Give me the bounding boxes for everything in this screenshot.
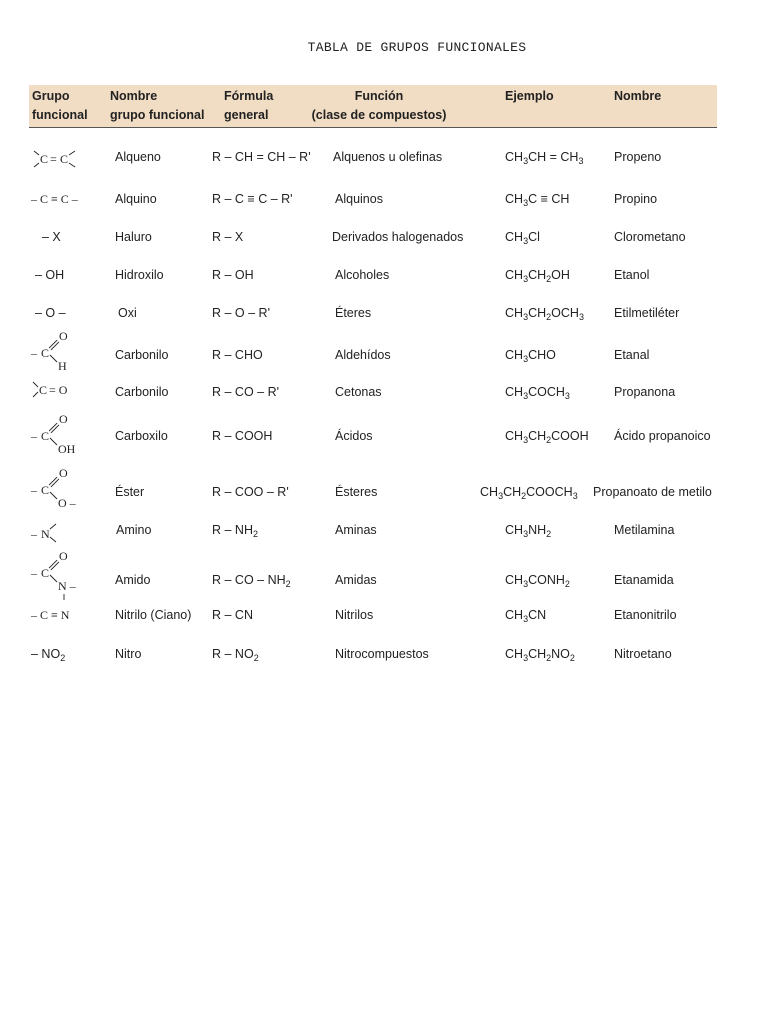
group-name: Éster	[115, 485, 145, 499]
atom-hydrogen: H	[58, 359, 67, 373]
example-name: Etilmetiléter	[614, 306, 680, 320]
example-formula: $CH_3CH_2COOH$	[505, 429, 589, 445]
functional-group: – C ≡ C –	[31, 192, 78, 206]
table-row	[0, 466, 768, 510]
general-formula: R – X	[212, 230, 244, 244]
header-nombre: Nombre	[614, 89, 662, 103]
example-formula: $CH_3COCH_3$	[505, 385, 570, 401]
functional-group: – C ≡ N	[31, 608, 70, 622]
example-formula: $CH_3CH = CH_3$	[505, 150, 584, 166]
general-formula: R – CH = CH – R'	[212, 150, 311, 164]
hydroxyl-label: OH	[58, 442, 76, 456]
bond-dash: –	[31, 566, 37, 580]
table-row	[0, 412, 768, 456]
table-row	[0, 142, 768, 172]
general-formula: R – OH	[212, 268, 254, 282]
group-name: Alquino	[115, 192, 157, 206]
example-name: Clorometano	[614, 230, 686, 244]
compound-class: Alquenos u olefinas	[333, 150, 443, 164]
example-name: Propanona	[614, 385, 676, 399]
page-title: TABLA DE GRUPOS FUNCIONALES	[307, 40, 527, 55]
example-formula: $CH_3CN$	[505, 608, 547, 624]
example-formula: $CH_3C$ ≡ CH	[505, 192, 570, 208]
atom-carbon: C	[41, 346, 50, 360]
header-nombre-grupo: Nombre grupo funcional	[110, 89, 205, 122]
example-name: Nitroetano	[614, 647, 672, 661]
compound-class: Alcoholes	[335, 268, 390, 282]
header-funcion: Función (clase de compuestos)	[311, 89, 447, 122]
example-name: Etanonitrilo	[614, 608, 677, 622]
example-formula: $CH_3CH_2NO_2$	[505, 647, 575, 663]
amide-nitrogen: N –	[58, 579, 76, 593]
atom-carbon: C	[40, 152, 49, 166]
example-name: Propanoato de metilo	[593, 485, 712, 499]
compound-class: Nitrilos	[335, 608, 374, 622]
group-name: Haluro	[115, 230, 152, 244]
atom-carbon: C	[41, 483, 50, 497]
functional-group: – O –	[35, 306, 66, 320]
table-row	[0, 222, 768, 252]
table-row	[0, 549, 768, 595]
atom-oxygen: O	[59, 549, 68, 563]
group-name: Amido	[115, 573, 151, 587]
compound-class: Derivados halogenados	[332, 230, 464, 244]
table-row	[0, 515, 768, 545]
compound-class: Alquinos	[335, 192, 383, 206]
example-formula: $CH_3CH_2OCH_3$	[505, 306, 584, 322]
compound-class: Nitrocompuestos	[335, 647, 429, 661]
atom-nitrogen: N	[41, 527, 50, 541]
header-grupo: Grupo funcional	[32, 89, 88, 122]
compound-class: Éteres	[335, 306, 372, 320]
group-name: Hidroxilo	[115, 268, 164, 282]
general-formula: R – CN	[212, 608, 253, 622]
atom-carbon: C	[41, 429, 50, 443]
compound-class: Aminas	[335, 523, 377, 537]
general-formula: R – COO – R'	[212, 485, 289, 499]
group-name: Carbonilo	[115, 385, 169, 399]
table-row	[0, 260, 768, 290]
general-formula: R – CO – $NH_2$	[212, 573, 291, 589]
example-formula: $CH_3CONH_2$	[505, 573, 570, 589]
example-formula: $CH_3CH_2COOCH_3$	[480, 485, 578, 501]
example-name: Etanal	[614, 348, 650, 362]
compound-class: Amidas	[335, 573, 377, 587]
atom-oxygen: O	[59, 412, 68, 426]
general-formula: R – $NO_2$	[212, 647, 259, 663]
example-name: Propino	[614, 192, 658, 206]
example-name: Ácido propanoico	[614, 429, 711, 443]
bond-dash: –	[31, 527, 37, 541]
bond-dash: –	[31, 346, 37, 360]
bond-dash: –	[31, 483, 37, 497]
group-name: Nitrilo (Ciano)	[115, 608, 192, 622]
group-name: Carboxilo	[115, 429, 168, 443]
header-ejemplo: Ejemplo	[505, 89, 554, 103]
header-formula: Fórmula general	[224, 89, 274, 122]
table-row	[0, 600, 768, 630]
table-row	[0, 329, 768, 373]
bond-dash: –	[31, 429, 37, 443]
general-formula: R – O – R'	[212, 306, 270, 320]
example-formula: $CH_3CH_2OH$	[505, 268, 570, 284]
group-name: Alqueno	[115, 150, 161, 164]
compound-class: Aldehídos	[335, 348, 391, 362]
example-name: Metilamina	[614, 523, 675, 537]
general-formula: R – CO – R'	[212, 385, 279, 399]
table-row	[0, 298, 768, 328]
atom-carbon: C	[41, 566, 50, 580]
example-name: Propeno	[614, 150, 662, 164]
atom-oxygen: = O	[49, 383, 68, 397]
general-formula: R – CHO	[212, 348, 263, 362]
functional-group: – $NO_2$	[31, 647, 66, 663]
atom-carbon: C	[39, 383, 48, 397]
group-name: Oxi	[118, 306, 137, 320]
example-formula: $CH_3NH_2$	[505, 523, 552, 539]
bond-double: =	[50, 152, 57, 166]
general-formula: R – C ≡ C – R'	[212, 192, 293, 206]
group-name: Amino	[116, 523, 152, 537]
example-formula: $CH_3CHO$	[505, 348, 556, 364]
functional-group: – X	[42, 230, 61, 244]
example-name: Etanol	[614, 268, 650, 282]
compound-class: Ésteres	[335, 485, 378, 499]
atom-oxygen: O	[59, 466, 68, 480]
table-row	[0, 377, 768, 407]
functional-group: – OH	[35, 268, 65, 282]
group-name: Nitro	[115, 647, 142, 661]
example-name: Etanamida	[614, 573, 674, 587]
example-formula: $CH_3Cl$	[505, 230, 540, 246]
atom-carbon: C	[60, 152, 69, 166]
table-row	[0, 184, 768, 214]
general-formula: R – $NH_2$	[212, 523, 258, 539]
table-row	[0, 639, 768, 669]
general-formula: R – COOH	[212, 429, 273, 443]
ester-oxygen: O –	[58, 496, 76, 510]
compound-class: Ácidos	[335, 429, 373, 443]
atom-oxygen: O	[59, 329, 68, 343]
group-name: Carbonilo	[115, 348, 169, 362]
compound-class: Cetonas	[335, 385, 382, 399]
